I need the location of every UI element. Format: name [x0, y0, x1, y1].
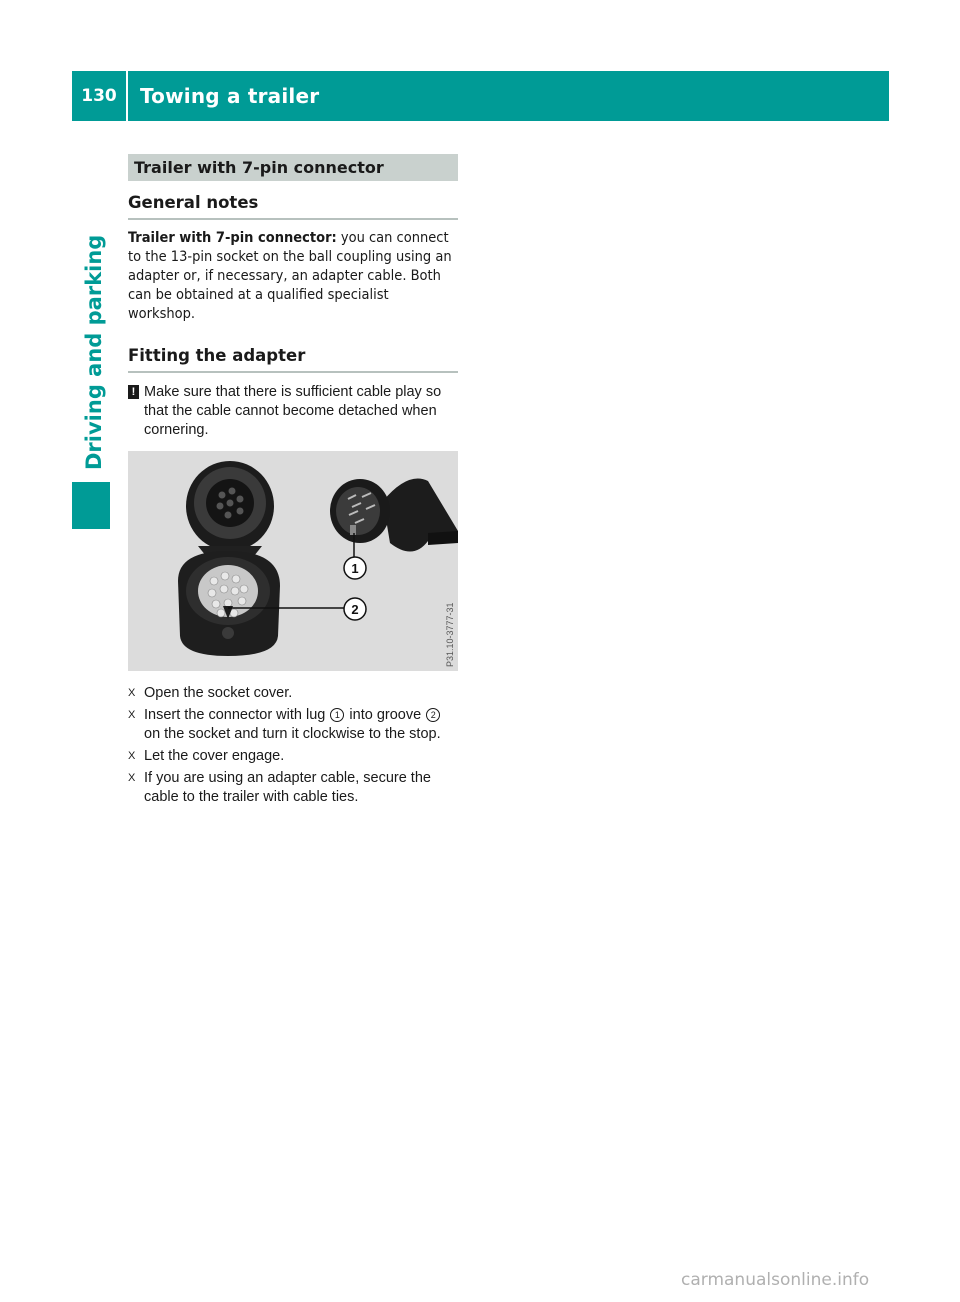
- ref-1-icon: 1: [330, 708, 344, 722]
- page-header: [72, 71, 889, 121]
- page-number: 130: [81, 86, 117, 106]
- step-text: on the socket and turn it clockwise to the stop.: [144, 726, 441, 742]
- site-watermark: carmanualsonline.info: [681, 1270, 870, 1290]
- connector-illustration: [128, 451, 458, 671]
- general-notes-body: you can connect to the 13-pin socket on the ball coupling using an adapter or, if necessary, an adapter cable. Both can be obtained at a qualified specialist workshop.: [128, 230, 452, 322]
- chapter-title: Towing a trailer: [140, 84, 320, 108]
- header-divider: [126, 71, 128, 121]
- callout-2: 2: [351, 602, 359, 617]
- step-cover-engage: [128, 747, 458, 766]
- section-title: Trailer with 7-pin connector: [128, 154, 458, 181]
- instruction-steps: [128, 684, 458, 807]
- socket-body: [178, 551, 280, 656]
- step-arrow-icon: X: [128, 750, 136, 762]
- callout-1: 1: [351, 561, 359, 576]
- figure-code: P31.10-3777-31: [445, 602, 455, 667]
- general-notes-lead: Trailer with 7-pin connector:: [128, 230, 337, 246]
- connector-drawing: [128, 451, 458, 671]
- fitting-adapter-heading: Fitting the adapter: [128, 346, 458, 373]
- step-text: Open the socket cover.: [144, 685, 293, 701]
- step-open-cover: [128, 684, 458, 703]
- general-notes-heading: General notes: [128, 193, 458, 220]
- step-insert-connector: [128, 706, 458, 744]
- warning-icon: !: [128, 385, 139, 399]
- step-text: If you are using an adapter cable, secure the cable to the trailer with cable ties.: [144, 770, 431, 805]
- step-arrow-icon: X: [128, 687, 136, 699]
- step-secure-cable: [128, 769, 458, 807]
- step-arrow-icon: X: [128, 709, 136, 721]
- step-text: Let the cover engage.: [144, 748, 285, 764]
- main-content: [128, 154, 458, 810]
- ref-2-icon: 2: [426, 708, 440, 722]
- step-arrow-icon: X: [128, 772, 136, 784]
- side-tab-label: Driving and parking: [82, 234, 106, 470]
- warning-text: Make sure that there is sufficient cable play so that the cable cannot become detached when cornering.: [144, 384, 442, 438]
- general-notes-text: [128, 229, 458, 324]
- step-text: into groove: [345, 707, 426, 723]
- side-tab-marker: [72, 482, 110, 529]
- warning-note: [128, 383, 458, 440]
- step-text: Insert the connector with lug: [144, 707, 330, 723]
